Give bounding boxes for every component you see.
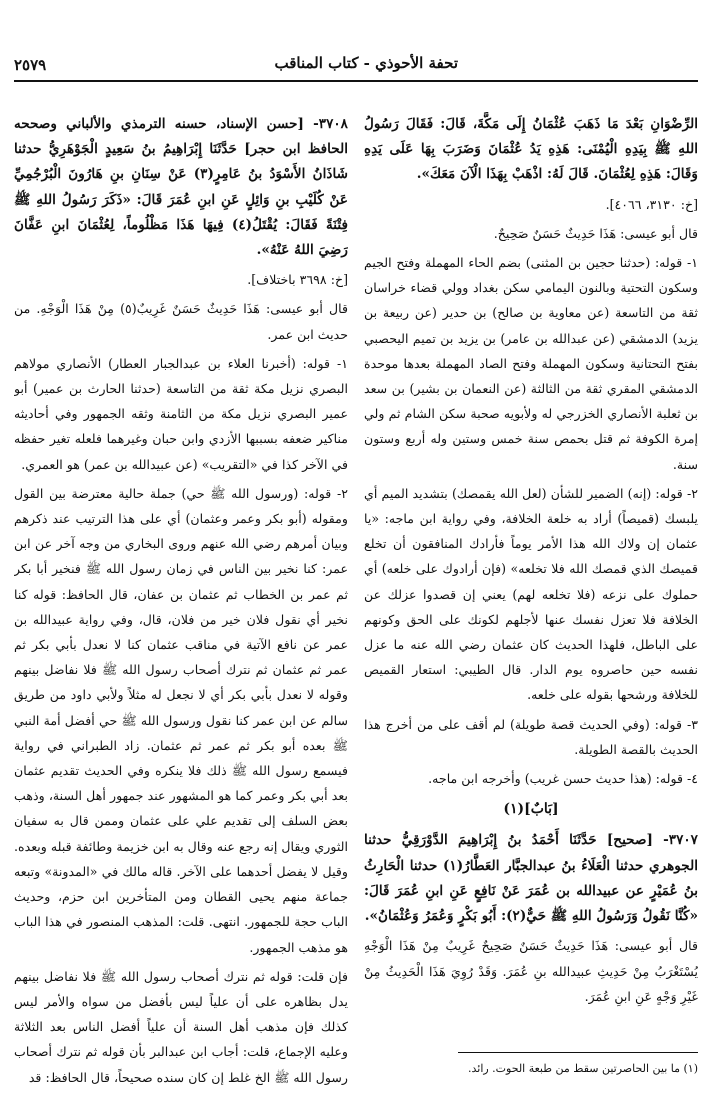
page-number: ٢٥٧٩ bbox=[14, 56, 47, 74]
header-rule bbox=[14, 80, 698, 82]
reference: [خ: ٣١٣٠، ٤٠٦٦]. bbox=[605, 196, 698, 212]
footnote-rule bbox=[458, 1052, 698, 1053]
commentary-paragraph: فإن قلت: قوله ثم نترك أصحاب رسول الله ﷺ فلا نفاضل بينهم يدل بظاهره على أن علياً ليس بأفضل من سواه والأمر ليس كذلك فإن مذهب أهل السنة أن علياً أفضل الناس بعد الثلاثة وعليه الإجماع، قلت: أجاب ابن عبدالبر بأن قوله ثم نترك أصحاب رسول الله ﷺ الخ غلط إن كان سنده صحيحاً، قال الحافظ: قد bbox=[14, 968, 348, 1085]
grading: قال أبو عيسى: هَذَا حَدِيثٌ حَسَنٌ صَحِيحٌ. bbox=[493, 225, 698, 241]
commentary-paragraph: ٤- قوله: (هذا حديث حسن غريب) وأخرجه ابن ماجه. bbox=[428, 771, 698, 787]
hadith-3708-grading: قال أبو عيسى: هَذَا حَدِيثٌ حَسَنٌ غَرِيبٌ(٥) مِنْ هَذَا الْوَجْهِ. من حديث ابن عمر. bbox=[14, 301, 348, 342]
hadith-3707-grading: قال أبو عيسى: هَذَا حَدِيثٌ حَسَنٌ صَحِيحٌ غَرِيبٌ مِنْ هَذَا الْوَجْهِ يُسْتَغْرَبُ مِنْ حَدِيثِ عبيدالله بنِ عُمَرَ. وَقَدْ رُوِيَ هَذَا الْحَدِيثُ مِنْ غَيْرِ وَجْهٍ عَنِ ابنِ عُمَرَ. bbox=[364, 938, 698, 1004]
commentary-paragraph: ١- قوله: (حدثنا حجين بن المثنى) بضم الحاء المهملة وفتح الجيم وسكون التحتية وبالنون اليمامي سكن بغداد وولي قضاء خراسان ثقة من التاسعة (عن معاوية بن صالح) بن حدير (عن ربيعة بن يزيد) الدمشقي (عن عبدالله بن عامر) بن يزيد بن تميم اليحصبي بفتح التحتانية وسكون المهملة وفتح الصاد المهملة بعدها موحدة الدمشقي المقري ثقة من الثالثة (عن النعمان بن بشير) بن سعد بن ثعلبة الأنصاري الخزرجي له ولأبويه صحبة سكن الشام ثم ولي إمرة الكوفة ثم قتل بحمص سنة خمس وستين وله أربع وستون سنة. bbox=[364, 255, 698, 472]
footnote: (١) ما بين الحاصرتين سقط من طبعة الحوت. رائد. bbox=[467, 1062, 698, 1075]
hadith-continuation: الرِّضْوَانِ بَعْدَ مَا ذَهَبَ عُثْمَانُ إِلَى مَكَّةَ، قَالَ: فَقَالَ رَسُولُ اللهِ ﷺ بِيَدِهِ الْيُمْنَى: هَذِهِ يَدُ عُثْمَانَ وَضَرَبَ بِهَا عَلَى يَدِهِ وَقَالَ: هَذِهِ لِعُثْمَانَ. قَالَ لَهُ: اذْهَبْ بِهَذَا الْآنَ مَعَكَ». bbox=[364, 116, 698, 183]
section-heading: [بَابٌ](١) bbox=[503, 801, 559, 818]
commentary-paragraph: ٢- قوله: (إنه) الضمير للشأن (لعل الله يقمصك) بتشديد الميم أي يلبسك (قميصاً) أراد به خلعة الخلافة، وفي رواية ابن ماجه: «يا عثمان إن ولاك الله هذا الأمر يوماً فأرادك المنافقون أن تخلع قميصك الذي قمصك الله فلا تخلعه» (فإن أرادوك على خلعه) أي حملوك على نزعه (فلا تخلعه لهم) يعني إن قصدوا عزلك عن الخلافة فلا تعزل نفسك عنها لأجلهم لكونك على الحق وكونهم على الباطل، فلهذا الحديث كان عثمان رضي الله عنه ما عزل نفسه حين حاصروه يوم الدار. قال الطيبي: استعار القميص للخلافة ورشحها بقوله على خلعه. bbox=[364, 485, 698, 703]
commentary-paragraph: ٣- قوله: (وفي الحديث قصة طويلة) لم أقف على من أخرج هذا الحديث بالقصة الطويلة. bbox=[364, 716, 698, 757]
right-column bbox=[364, 112, 698, 1047]
commentary-paragraph: ١- قوله: (أخبرنا العلاء بن عبدالجبار العطار) الأنصاري مولاهم البصري نزيل مكة ثقة من التاسعة (حدثنا الحارث بن عمير) أبو عمير البصري نزيل مكة من الثامنة وثقه الجمهور وفي أحاديثه مناكير ضعفه بسببها الأزدي وابن حبان وغيرهما فلعله تغير حفظه في الآخر كذا في «التقريب» (عن عبيدالله بن عمر) هو العمري. bbox=[14, 355, 348, 472]
hadith-3708-reference: [خ: ٣٦٩٨ باختلاف]. bbox=[247, 272, 348, 288]
left-column bbox=[14, 112, 348, 1112]
commentary-paragraph: ٢- قوله: (ورسول الله ﷺ حي) جملة حالية معترضة بين القول ومقوله (أبو بكر وعمر وعثمان) أي على هذا الترتيب عند ذكرهم وبيان أمرهم رضي الله عنهم وروى البخاري من وجه آخر عن ابن عمر: كنا نخير بين الناس في زمان رسول الله ﷺ فنخير أبا بكر ثم عمر بن الخطاب ثم عثمان بن عفان، قال الحافظ: قوله كنا نخير أي نقول فلان خير من فلان، قال، وفي رواية عبيدالله بن عمر عن نافع الآتية في مناقب عثمان كنا لا نعدل بأبي بكر ثم عمر ثم عثمان ثم نترك أصحاب رسول الله ﷺ فلا نفاضل بينهم وقوله لا نعدل بأبي بكر أي لا نجعل له مثلاً ولأبي داود من طريق سالم عن ابن عمر كنا نقول ورسول الله ﷺ حي أفضل أمة النبي ﷺ بعده أبو بكر ثم عمر ثم عثمان. زاد الطبراني في رواية فيسمع رسول الله ﷺ ذلك فلا ينكره وفي الحديث تقديم عثمان بعد أبي بكر وعمر كما هو المشهور عند جمهور أهل السنة، وذهب بعض السلف إلى تقديم علي على عثمان وممن قال به سفيان الثوري ويقال إنه رجع عنه وقال به ابن خزيمة وطائفة قبله وبعده. وقيل لا يفضل أحدهما على الآخر. قاله مالك في «المدونة» وتبعه جماعة منهم يحيى القطان ومن المتأخرين ابن حزم، وحديث الباب حجة للجمهور. انتهى. قلت: المذهب المنصور في هذا الباب هو مذهب الجمهور. bbox=[14, 485, 348, 955]
running-title: تحفة الأحوذي - كتاب المناقب bbox=[274, 54, 458, 72]
page-header bbox=[14, 50, 698, 80]
hadith-3707: ٣٧٠٧- [صحيح] حَدَّثَنَا أَحْمَدُ بنُ إِبْرَاهِيمَ الدَّوْرَقِيُّ حدثنا الجوهري حدثنا الْعَلَاءُ بنُ عبدالجبَّار العَطَّارُ(١) حدثنا الْحَارِثُ بنُ عُمَيْرٍ عن عبيدالله بن عُمَرَ عَنْ نَافِعٍ عَنِ ابنِ عُمَرَ قَالَ: «كُنَّا نَقُولُ وَرَسُولُ اللهِ ﷺ حَيٌّ(٢): أَبُو بَكْرٍ وَعُمَرُ وَعُثْمَانُ». bbox=[364, 832, 698, 925]
hadith-3708: ٣٧٠٨- [حسن الإسناد، حسنه الترمذي والألباني وصححه الحافظ ابن حجر] حَدَّثَنَا إِبْرَاهِيمُ بنُ سَعِيدٍ الْجَوْهَرِيُّ حدثنا شَاذَانُ الأَسْوَدُ بنُ عَامِرٍ(٣) عَنْ سِنَانِ بنِ هَارُونَ الْبُرْجُمِيِّ عَنْ كُلَيْبِ بنِ وَائِلٍ عَنِ ابنِ عُمَرَ قَالَ: «ذَكَرَ رَسُولُ اللهِ ﷺ فِتْنَةً فَقَالَ: يُقْتَلُ(٤) فِيهَا هَذَا مَظْلُوماً، لِعُثْمَانَ ابنِ عَفَّانَ رَضِيَ اللهُ عَنْهُ». bbox=[14, 116, 348, 259]
